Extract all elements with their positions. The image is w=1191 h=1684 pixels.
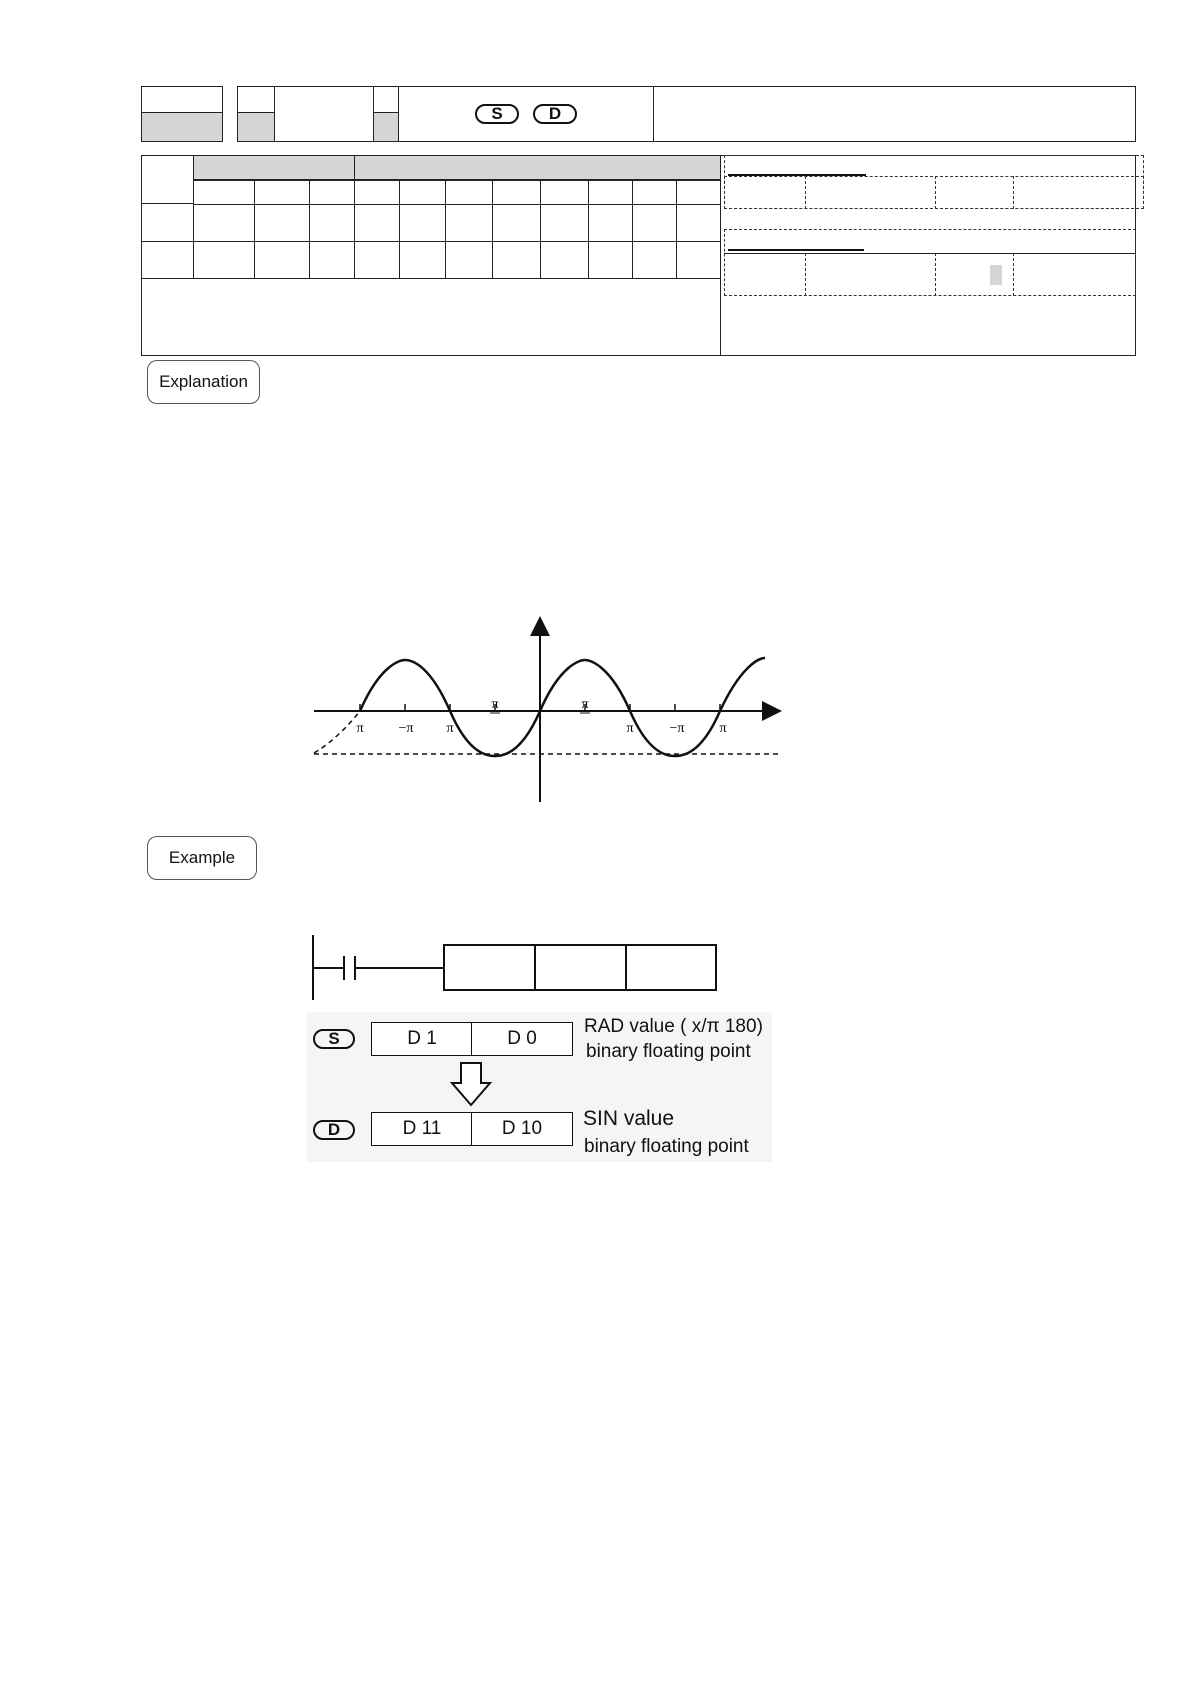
tick-label: −π [669, 721, 685, 736]
flags-dashed-box [724, 229, 1136, 296]
d-caption-line2: binary floating point [584, 1136, 749, 1157]
flag-marker [990, 265, 1002, 285]
mnemonic-prefix-shade [238, 112, 274, 141]
operand-row-line-1 [141, 203, 194, 204]
bit-devices-header [193, 156, 355, 180]
operand-row-line-3 [141, 278, 721, 279]
flags-row-line [724, 253, 1136, 254]
s-caption-line1: RAD value ( x/π 180) [584, 1016, 763, 1037]
s-low-register: D 0 [471, 1022, 573, 1056]
device-grid [193, 180, 721, 279]
steps-row-1-div-b [935, 176, 936, 209]
operand-column-divider [193, 155, 194, 279]
word-devices-header [355, 156, 720, 180]
tick-label: π [356, 721, 364, 736]
s-caption-line2: binary floating point [586, 1041, 751, 1062]
example-label: Example [147, 836, 257, 880]
s-high-register: D 1 [371, 1022, 473, 1056]
flags-underline [728, 249, 864, 251]
sine-curve-extension [314, 711, 360, 753]
transfer-arrow-icon [450, 1061, 492, 1107]
pulse-shade [374, 112, 398, 141]
ladder-rung [300, 930, 730, 1005]
instruction-box [444, 945, 716, 990]
mnemonic-box [274, 86, 374, 142]
d-high-register: D 11 [371, 1112, 473, 1146]
d-low-register: D 10 [471, 1112, 573, 1146]
flags-row-div-a [805, 253, 806, 296]
api-number-shade [142, 112, 222, 141]
s-operand-tag: S [313, 1029, 355, 1049]
steps-row-1-div-c [1013, 176, 1014, 209]
tick-label: π [446, 721, 454, 736]
steps-row-1-div-a [805, 176, 806, 209]
d-operand-tag: D [313, 1120, 355, 1140]
flags-row-div-b [935, 253, 936, 296]
sine-graph [300, 610, 790, 810]
tick-label: −π [398, 721, 414, 736]
steps-row-1 [724, 176, 1144, 209]
operand-row-line-2 [141, 241, 194, 242]
flags-row-div-c [1013, 253, 1014, 296]
d-caption-line1: SIN value [583, 1107, 675, 1130]
operand-s-badge: S [475, 104, 519, 124]
tick-label: π [719, 721, 727, 736]
sine-curve [360, 658, 765, 756]
tick-label: π [581, 697, 589, 712]
operands-box [398, 86, 654, 142]
tick-label: π [626, 721, 634, 736]
description-box [653, 86, 1136, 142]
explanation-label: Explanation [147, 360, 260, 404]
operand-d-badge: D [533, 104, 577, 124]
tick-label: π [491, 697, 499, 712]
